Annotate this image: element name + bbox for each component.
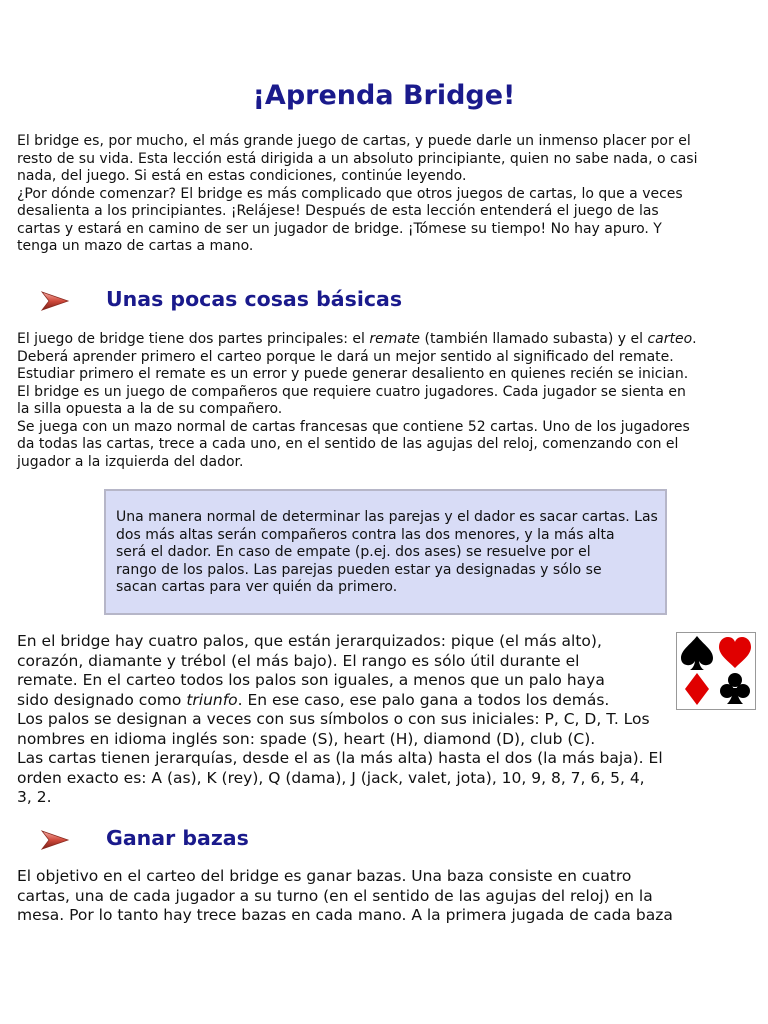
basics-line: la silla opuesta a la de su compañero. [17, 401, 283, 417]
term-carteo: carteo [647, 331, 693, 347]
basics-line: da todas las cartas, trece a cada uno, en el sentido de las agujas del reloj, comenzando con el [17, 436, 679, 452]
suits-line: corazón, diamante y trébol (el más bajo). El rango es sólo útil durante el [17, 651, 580, 670]
text-run: El juego de bridge tiene dos partes principales: el [17, 331, 370, 347]
intro-line: cartas y estará en camino de ser un jugador de bridge. ¡Tómese su tiempo! No hay apuro. Y [17, 220, 662, 237]
intro-line: desalienta a los principiantes. ¡Relájese! Después de esta lección entenderá el juego de las [17, 203, 659, 219]
suits-line [17, 691, 757, 711]
section-title: Ganar bazas [106, 826, 249, 850]
text-run: (también llamado subasta) y el [420, 331, 648, 347]
tricks-paragraph [17, 867, 757, 926]
suits-line: En el bridge hay cuatro palos, que están jerarquizados: pique (el más alto), [17, 632, 602, 650]
note-line: sacan cartas para ver quién da primero. [116, 579, 398, 595]
suits-line: Las cartas tienen jerarquías, desde el as (la más alta) hasta el dos (la más baja). El [17, 749, 663, 767]
term-triunfo: triunfo [186, 690, 238, 709]
basics-line: El bridge es un juego de compañeros que requiere cuatro jugadores. Cada jugador se sienta en [17, 383, 686, 400]
intro-line: El bridge es, por mucho, el más grande juego de cartas, y puede darle un inmenso placer por el [17, 133, 691, 149]
suits-line: 3, 2. [17, 788, 52, 806]
note-line: dos más altas serán compañeros contra las dos menores, y la más alta [116, 526, 615, 543]
tricks-line: mesa. Por lo tanto hay trece bazas en cada mano. A la primera jugada de cada baza [17, 906, 673, 924]
suits-line: remate. En el carteo todos los palos son iguales, a menos que un palo haya [17, 671, 605, 689]
tricks-line: El objetivo en el carteo del bridge es ganar bazas. Una baza consiste en cuatro [17, 867, 632, 885]
suits-paragraph [17, 632, 757, 808]
note-line: Una manera normal de determinar las parejas y el dador es sacar cartas. Las [116, 509, 658, 525]
basics-line: Estudiar primero el remate es un error y puede generar desaliento en quienes recién se inician. [17, 366, 689, 382]
text-run: . En ese caso, ese palo gana a todos los demás. [237, 690, 610, 709]
term-remate: remate [369, 331, 421, 347]
basics-line: jugador a la izquierda del dador. [17, 453, 244, 470]
text-run: . [692, 331, 697, 347]
intro-line: tenga un mazo de cartas a mano. [17, 238, 254, 254]
suits-line: Los palos se designan a veces con sus símbolos o con sus iniciales: P, C, D, T. Los [17, 710, 650, 728]
intro-line: ¿Por dónde comenzar? El bridge es más complicado que otros juegos de cartas, lo que a veces [17, 185, 683, 202]
section-heading-basics [40, 287, 740, 317]
basics-line [17, 331, 757, 349]
basics-line: Deberá aprender primero el carteo porque le dará un mejor sentido al significado del remate. [17, 348, 674, 365]
section-heading-tricks [40, 826, 740, 856]
basics-line: Se juega con un mazo normal de cartas francesas que contiene 52 cartas. Uno de los jugadores [17, 418, 690, 435]
arrow-bullet-icon [40, 829, 70, 851]
tricks-line: cartas, una de cada jugador a su turno (en el sentido de las agujas del reloj) en la [17, 886, 653, 905]
intro-line: resto de su vida. Esta lección está dirigida a un absoluto principiante, quien no sabe nada, o casi [17, 150, 698, 167]
text-run: sido designado como [17, 690, 187, 709]
arrow-bullet-icon [40, 290, 70, 312]
note-line: será el dador. En caso de empate (p.ej. dos ases) se resuelve por el [116, 544, 591, 560]
section-title: Unas pocas cosas básicas [106, 287, 403, 311]
page-title: ¡Aprenda Bridge! [252, 80, 516, 111]
suits-line: orden exacto es: A (as), K (rey), Q (dama), J (jack, valet, jota), 10, 9, 8, 7, 6, 5, 4, [17, 768, 645, 787]
basics-paragraph [17, 331, 757, 471]
suits-line: nombres en idioma inglés son: spade (S), heart (H), diamond (D), club (C). [17, 729, 596, 748]
note-box [104, 489, 667, 615]
note-line: rango de los palos. Las parejas pueden estar ya designadas y sólo se [116, 561, 602, 578]
intro-line: nada, del juego. Si está en estas condiciones, continúe leyendo. [17, 168, 467, 184]
intro-paragraph [17, 133, 757, 256]
card-suits-image [676, 632, 756, 710]
